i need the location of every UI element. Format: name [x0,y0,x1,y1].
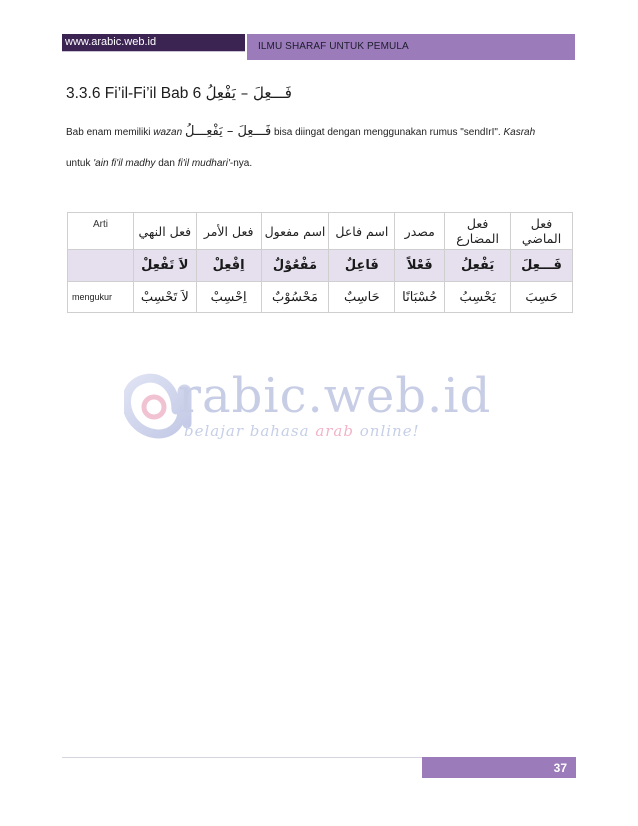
watermark-brand: rabic.web.id [178,368,492,424]
example-nahyi: لاَ تَحْسِبْ [133,282,196,313]
header-fiil-madhi: فعل الماضي [511,213,573,250]
wazan-nahyi: لاَ تَفْعِلْ [133,250,196,282]
para-text-2c: -nya. [229,158,253,169]
conjugation-table [67,212,573,313]
table-row-wazan [68,250,573,282]
para-text-1b: bisa diingat dengan menggunakan rumus "sendIrI". [271,127,504,138]
table-header-row [68,213,573,250]
example-madhi: حَسِبَ [511,282,573,313]
example-arti: mengukur [68,282,134,313]
para-wazan-word: wazan [153,127,183,138]
header-fiil-amr: فعل الأمر [196,213,261,250]
section-number-title: 3.3.6 Fi’il-Fi’il Bab 6 [66,85,202,102]
example-fail: حَاسِبٌ [329,282,395,313]
page-number: 37 [422,758,576,778]
wazan-maful: مَفْعُوْلٌ [261,250,329,282]
example-mashdar: حُسْبَانًا [395,282,445,313]
para-text-1a: Bab enam memiliki [66,127,154,138]
section-wazan-arabic: فَـــعِلَ – يَفْعِلُ [205,84,292,102]
wazan-madhi: فَـــعِلَ [511,250,573,282]
header-mashdar: مصدر [395,213,445,250]
watermark-logo [124,362,524,452]
section-title [66,84,292,103]
wazan-amr: اِفْعِلْ [196,250,261,282]
header-isim-fail: اسم فاعل [329,213,395,250]
wazan-mashdar: فَعْلاً [395,250,445,282]
header-fiil-mudhari: فعل المضارع [445,213,511,250]
para-kasrah: Kasrah [503,127,536,138]
header-fiil-nahyi: فعل النهي [133,213,196,250]
example-amr: اِحْسِبْ [196,282,261,313]
site-url: www.arabic.web.id [62,34,245,51]
header-divider [62,51,245,52]
para-text-2b: dan [155,158,178,169]
header-isim-maful: اسم مفعول [261,213,329,250]
watermark-tagline [184,422,420,440]
para-fiil-mudhari: fi'il mudhari' [177,158,230,169]
para-text-2a: untuk [66,158,94,169]
para-wazan-arabic: فَـــعِلَ – يَفْعِـــلُ [184,124,272,139]
table-row-example [68,282,573,313]
book-title: ILMU SHARAF UNTUK PEMULA [247,34,575,60]
tagline-part-pink: arab [315,422,354,440]
para-ain-fiil: 'ain fi'il madhy [93,158,156,169]
wazan-arti-empty [68,250,134,282]
wazan-fail: فَاعِلٌ [329,250,395,282]
tagline-part-b: online! [353,422,420,440]
example-maful: مَحْسُوْبٌ [261,282,329,313]
paragraph-line-2 [66,158,576,169]
example-mudhari: يَحْسِبُ [445,282,511,313]
header-arti: Arti [68,213,134,250]
tagline-part-a: belajar bahasa [184,422,316,440]
wazan-mudhari: يَفْعِلُ [445,250,511,282]
paragraph-line-1 [66,124,576,139]
